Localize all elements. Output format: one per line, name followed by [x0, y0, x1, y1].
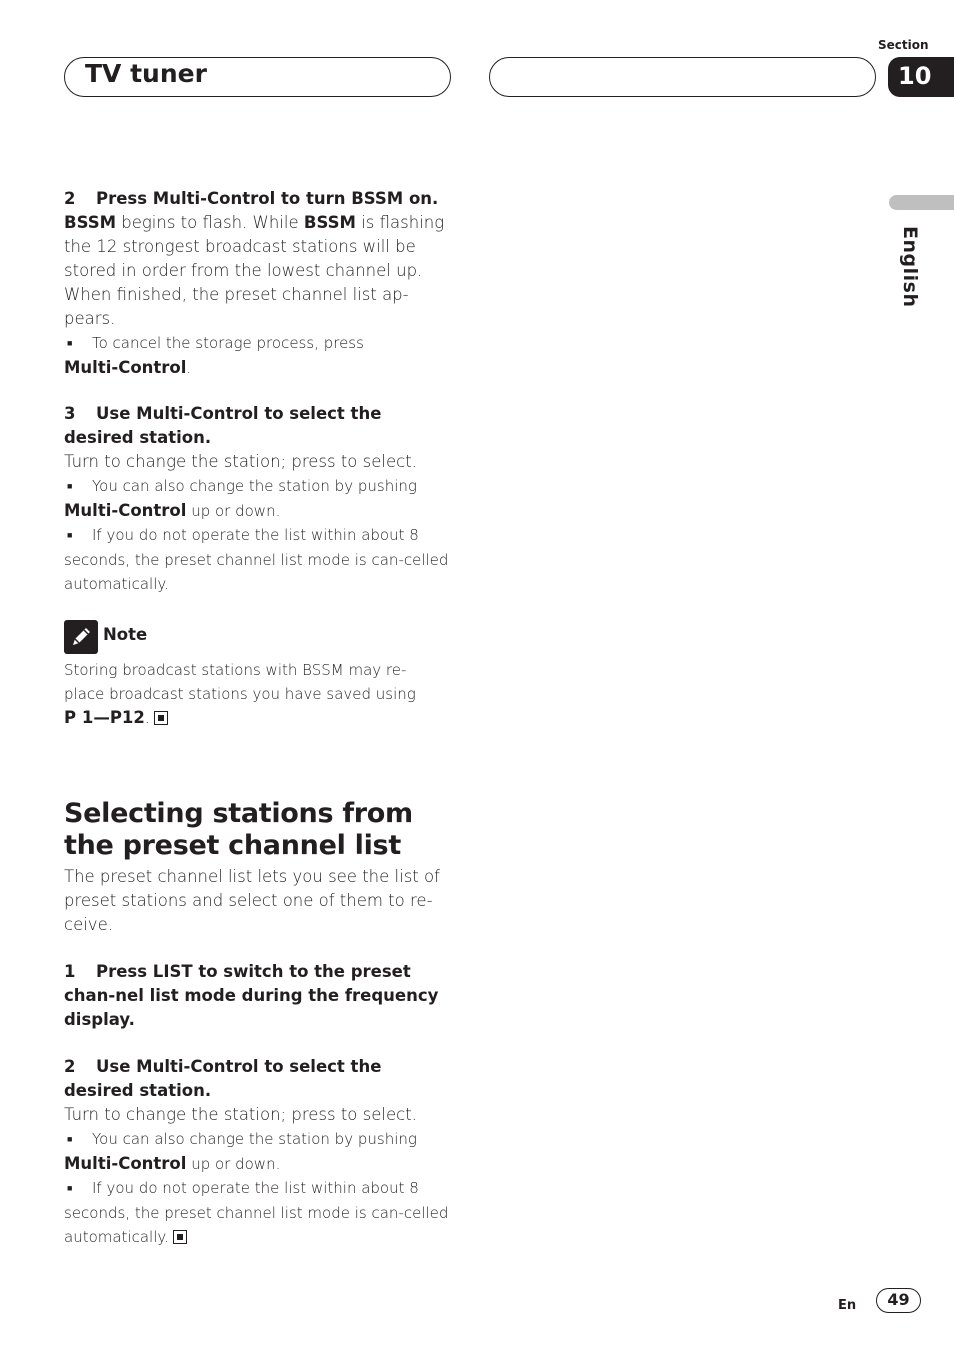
bullet-item: [64, 331, 450, 356]
step-heading: [64, 402, 450, 450]
bssm-term: BSSM: [303, 213, 356, 232]
step-number: 2: [64, 189, 76, 208]
control-name: Multi-Control: [64, 501, 187, 520]
step-body: Turn to change the station; press to select.: [64, 452, 417, 471]
note-pencil-icon: [64, 620, 98, 654]
control-name: Multi-Control: [64, 1154, 187, 1173]
body-text: begins to flash. While: [116, 213, 304, 232]
bullet-continuation: [64, 1152, 450, 1176]
note-body: Storing broadcast stations with BSSM may re-place broadcast stations you have saved using: [64, 661, 416, 703]
step-number: 3: [64, 404, 76, 423]
bullet-item: [64, 523, 450, 596]
language-tab: [889, 195, 954, 210]
page-number: 49: [876, 1288, 921, 1313]
step-number: 1: [64, 962, 76, 981]
bullet-item: [64, 474, 450, 499]
bullet-text: You can also change the station by pushing: [92, 1130, 417, 1148]
section-number-badge: 10: [888, 57, 954, 97]
step-title: Use Multi-Control to select the desired station.: [64, 1057, 382, 1100]
note-text: [64, 658, 434, 730]
bullet-text: up or down.: [186, 1155, 281, 1173]
end-mark-icon: [173, 1230, 187, 1244]
step-body: [64, 211, 450, 331]
section-label: Section: [878, 38, 929, 52]
header-blank-frame: [489, 57, 876, 97]
step-title: Press LIST to switch to the preset chan-nel list mode during the frequency display.: [64, 962, 439, 1029]
preset-range: P 1—P12: [64, 708, 145, 727]
bullet-text: If you do not operate the list within about 8 seconds, the preset channel list mode is can-celled automatically.: [64, 526, 449, 593]
bullet-text: If you do not operate the list within about 8 seconds, the preset channel list mode is can-celled automatically.: [64, 1179, 449, 1246]
step-heading: [64, 960, 450, 1032]
footer-lang: En: [838, 1298, 857, 1313]
step-title: Use Multi-Control to select the desired station.: [64, 404, 382, 447]
bullet-continuation: [64, 356, 450, 380]
instructions-column: [64, 187, 450, 596]
bullet-text: You can also change the station by pushing: [92, 477, 417, 495]
end-mark-icon: [154, 711, 168, 725]
section-heading: Selecting stations from the preset channel list: [64, 798, 413, 861]
step-title: Press Multi-Control to turn BSSM on.: [96, 189, 439, 208]
bullet-continuation: [64, 499, 450, 523]
control-name: Multi-Control: [64, 358, 187, 377]
bssm-term: BSSM: [64, 213, 117, 232]
bullet-text: .: [186, 359, 192, 377]
note-body-end: .: [144, 709, 150, 727]
step-heading: [64, 187, 450, 211]
step-number: 2: [64, 1057, 76, 1076]
bullet-text: up or down.: [186, 502, 281, 520]
section-intro: The preset channel list lets you see the list of preset stations and select one of them to re-ceive.: [64, 867, 440, 934]
bullet-text: To cancel the storage process, press: [92, 334, 364, 352]
bullet-item: [64, 1176, 450, 1249]
body-text: is flashing the 12 strongest broadcast stations will be stored in order from the lowest channel up. When finished, the preset channel list ap-pears.: [64, 213, 445, 328]
section-preset-list: [64, 798, 450, 1249]
header-title-frame: [64, 57, 451, 97]
page-title: TV tuner: [85, 59, 207, 88]
step-body: Turn to change the station; press to select.: [64, 1105, 417, 1124]
language-label: English: [899, 226, 921, 308]
step-heading: [64, 1055, 450, 1103]
note-label: Note: [103, 625, 148, 644]
bullet-item: [64, 1127, 450, 1152]
